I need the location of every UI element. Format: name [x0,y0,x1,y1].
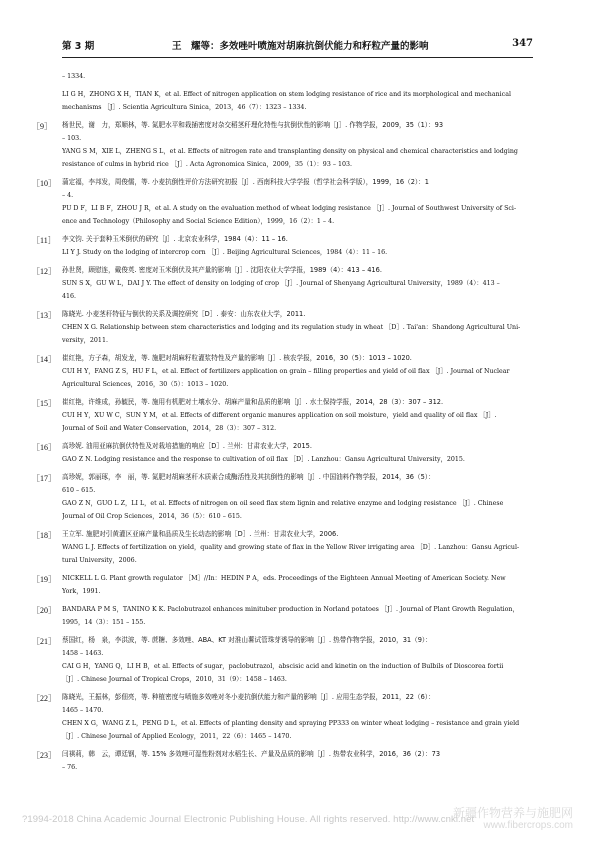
reference-list [32,70,533,779]
reference-entry [32,264,533,303]
reference-number: ［18］ [32,531,56,540]
running-header [62,38,533,56]
reference-line: resistance of culms in hybrid rice ［J］. Acta Agronomica Sinica，2009，35（1）：93 – 103. [62,161,352,168]
reference-line: 陈晓光. 小麦茎秆特征与倒伏的关系及调控研究［D］. 泰安：山东农业大学，2011. [62,310,306,318]
reference-entry [32,176,533,228]
reference-line: 陈晓光，王振林，彭佃亮，等. 种植密度与喷施多效唑对冬小麦抗倒伏能力和产量的影响［J］. 应用生态学报，2011，22（6）： [62,693,435,701]
reference-line: CAI G H，YANG Q，LI H B，et al. Effects of sugar，paclobutrazol，abscisic acid and kinetin on the induction of Bulbils of Dioscorea fortii [62,663,504,670]
reference-line: 610 – 615. [62,487,96,494]
reference-entry [32,352,533,391]
reference-entry [32,440,533,466]
reference-line: versity，2011. [62,337,108,344]
reference-number: ［11］ [32,236,56,245]
reference-number: ［19］ [32,575,56,584]
reference-line: 杨世民，谢 力，郑顺林，等. 氮肥水平和栽插密度对杂交稻茎秆理化特性与抗倒伏性的影响［J］. 作物学报，2009，35（1）：93 [62,121,444,129]
reference-line: 崔红艳，方子森，胡发龙，等. 施肥对胡麻籽粒灌浆特性及产量的影响［J］. 核农学报，2016，30（5）：1013 – 1020. [62,354,412,362]
reference-number: ［15］ [32,399,56,408]
reference-entry [32,634,533,686]
reference-line: Journal of Soil and Water Conservation，2014，28（3）：307 – 312. [62,425,277,432]
reference-line: YANG S M，XIE L，ZHENG S L，et al. Effects of nitrogen rate and transplanting density on physical and chemical characteristics and lodging [62,148,518,155]
reference-number: ［10］ [32,179,56,188]
reference-line: SUN S X，GU W L，DAI J Y. The effect of density on lodging of crop ［J］. Journal of Shenyang Agricultural University，1989（4）：413 – [62,280,500,287]
reference-line: GAO Z N. Lodging resistance and the response to cultivation of oil flax ［D］. Lanzhou：Gansu Agricultural University，2015. [62,456,465,463]
reference-line: Agricultural Sciences，2016，30（5）：1013 – 1020. [62,381,229,388]
running-title: 王 耀等：多效唑叶喷施对胡麻抗倒伏能力和籽粒产量的影响 [172,41,429,52]
header-rule [62,57,533,58]
reference-entry [32,233,533,259]
reference-line: GAO Z N，GUO L Z，LI L，et al. Effects of nitrogen on oil seed flax stem lignin and relative enzyme and lodging resistance ［J］. Chinese [62,500,504,507]
reference-line: 王立军. 施肥对引黄灌区亚麻产量和品质及生长动态的影响［D］. 兰州：甘肃农业大学，2006. [62,530,339,538]
reference-line: ［J］. Chinese Journal of Applied Ecology，2011，22（6）：1465 – 1470. [62,733,292,740]
reference-entry [32,603,533,629]
reference-line: CUI H Y，XU W C，SUN Y M，et al. Effects of different organic manures application on soil moisture，yield and quality of oil flax ［J］. [62,412,497,419]
reference-line: NICKELL L G. Plant growth regulator ［M］//In：HEDIN P A，eds. Proceedings of the Eighteen Annual Meeting of American Society. New [62,575,506,582]
reference-entry [32,119,533,171]
reference-entry [32,308,533,347]
reference-line: LI Y J. Study on the lodging of intercrop corn ［J］. Beijing Agricultural Sciences，1984（4）：11 – 16. [62,249,388,256]
reference-entry [32,528,533,567]
reference-line: 闫祺莉，韩 云，谭廷钢，等. 15% 多效唑可湿性粉剂对水稻生长、产量及品质的影响［J］. 热带农业科学，2016，36（2）：73 [62,750,441,758]
reference-line: – 4. [62,192,74,199]
reference-line: 蔡国红，杨 泉，李洪波，等. 蔗糖、多效唑、ABA、KT 对淮山薯试管珠芽诱导的影响［J］. 热带作物学报，2010，31（9）： [62,636,432,644]
reference-line: – 103. [62,135,82,142]
reference-entry [32,471,533,523]
reference-line: LI G H，ZHONG X H，TIAN K，et al. Effect of nitrogen application on stem lodging resistance of rice and its morphological and mechanical [62,91,511,98]
reference-number: ［22］ [32,694,56,703]
reference-entry [32,691,533,743]
reference-line: ［J］. Chinese Journal of Tropical Crops，2010，31（9）：1458 – 1463. [62,676,287,683]
reference-number: ［21］ [32,637,56,646]
reference-line: BANDARA P M S，TANINO K K. Paclobutrazol enhances minituber production in Norland potatoes ［J］. Journal of Plant Growth Regulation， [62,606,519,613]
watermark-url: www.fibercrops.com [483,820,573,831]
reference-number: ［20］ [32,606,56,615]
reference-line: 蒲定福，李邦发，周俊儒，等. 小麦抗倒性评价方法研究初报［J］. 西南科技大学学报（哲学社会科学版），1999，16（2）：1 [62,178,429,186]
reference-entry [62,70,533,83]
reference-number: ［14］ [32,355,56,364]
reference-line: – 76. [62,764,78,771]
reference-number: ［16］ [32,443,56,452]
reference-line: tural University，2006. [62,557,137,564]
page-footer [22,806,573,831]
copyright-notice[interactable]: ?1994-2018 China Academic Journal Electronic Publishing House. All rights reserved. http://www.cnki.net [22,814,475,825]
reference-line: CUI H Y，FANG Z S，HU F L，et al. Effect of fertilizers application on grain – filling properties and yield of oil flax ［J］. Journal of Nuclear [62,368,510,375]
reference-line: 1458 – 1463. [62,650,104,657]
reference-line: Journal of Oil Crop Sciences，2014，36（5）：610 – 615. [62,513,242,520]
reference-number: ［13］ [32,311,56,320]
page-number: 347 [512,38,533,49]
reference-line: 416. [62,293,77,300]
reference-entry [62,88,533,114]
reference-line: CHEN X G. Relationship between stem characteristics and lodging and its regulation study in wheat ［D］. Tai'an：Shandong Agricultural Uni- [62,324,521,331]
reference-line: – 1334. [62,73,86,80]
reference-line: York，1991. [62,588,101,595]
reference-line: 高珍妮，郭丽琢，李 丽，等. 氮肥对胡麻茎秆木质素合成酶活性及其抗倒性的影响［J］. 中国油料作物学报，2014，36（5）： [62,473,435,481]
reference-line: ence and Technology（Philosophy and Social Science Edition），1999，16（2）：1 – 4. [62,218,335,225]
reference-line: 高珍妮. 油用亚麻抗倒伏特性及对栽培措施的响应［D］. 兰州：甘肃农业大学，2015. [62,442,312,450]
reference-number: ［17］ [32,474,56,483]
reference-line: 孙世贤，顾慰连，戴俊英. 密度对玉米倒伏及其产量的影响［J］. 沈阳农业大学学报，1989（4）：413 – 416. [62,266,382,274]
reference-number: ［9］ [32,122,52,131]
reference-number: ［12］ [32,267,56,276]
reference-entry [32,396,533,435]
issue-number: 第 3 期 [62,41,95,52]
reference-line: 1995，14（3）：151 – 155. [62,619,146,626]
reference-line: mechanisms ［J］. Scientia Agricultura Sinica，2013，46（7）：1323 – 1334. [62,104,307,111]
reference-line: 李文钧. 关于套种玉米倒伏的研究［J］. 北京农业科学，1984（4）：11 – 16. [62,235,288,243]
reference-line: CHEN X G，WANG Z L，PENG D L，et al. Effects of planting density and spraying PP333 on winter wheat lodging – resistance and grain yield [62,720,520,727]
reference-number: ［23］ [32,751,56,760]
reference-line: PU D F，LI B F，ZHOU J R，et al. A study on the evaluation method of wheat lodging resistance ［J］. Journal of Southwest University of Sci- [62,205,517,212]
reference-line: 1465 – 1470. [62,707,104,714]
reference-line: WANG L J. Effects of fertilization on yield，quality and growing state of flax in the Yellow River irrigating area ［D］. Lanzhou：Gansu Agricul- [62,544,520,551]
watermark-site-name: 新疆作物营养与施肥网 [452,806,573,820]
reference-entry [32,748,533,774]
reference-line: 崔红艳，许维成，孙毓民，等. 施用有机肥对土壤水分、胡麻产量和品质的影响［J］. 水土保持学报，2014，28（3）：307 – 312. [62,398,444,406]
reference-entry [32,572,533,598]
